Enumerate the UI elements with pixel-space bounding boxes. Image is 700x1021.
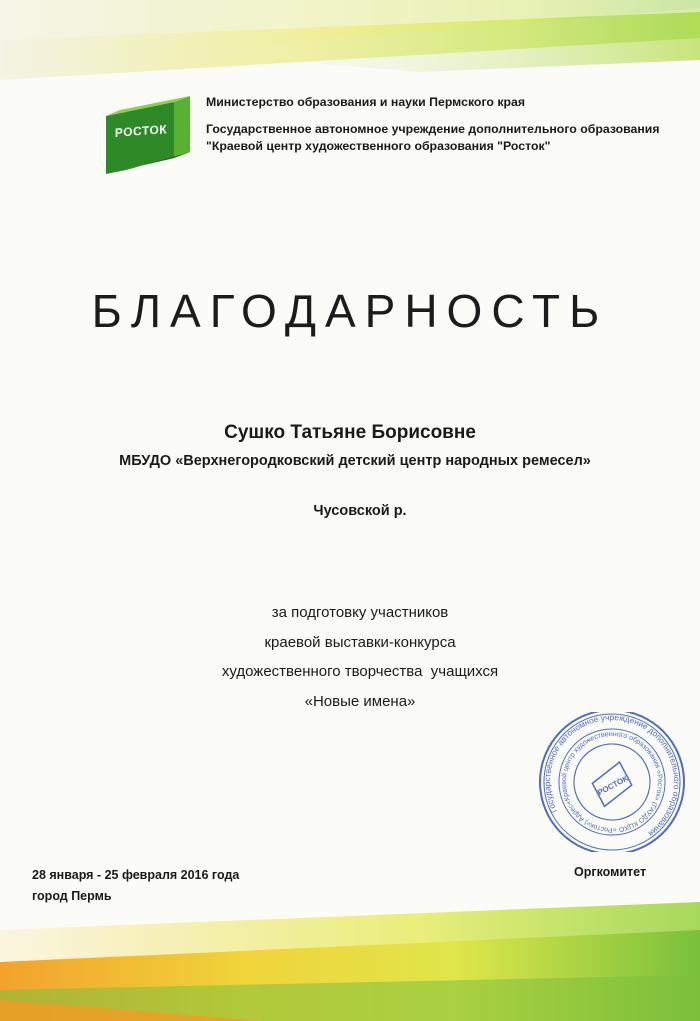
document-title: БЛАГОДАРНОСТЬ	[91, 285, 609, 337]
event-city: город Пермь	[32, 889, 112, 903]
stamp-outer-text: Государственное автономное учреждение дополнительного образования	[541, 712, 683, 840]
reason-line: «Новые имена»	[304, 692, 416, 710]
recipient-name: Сушко Татьяне Борисовне	[224, 422, 476, 443]
footer-left	[32, 865, 239, 907]
recipient-district: Чусовской р.	[313, 503, 407, 519]
reason-line: за подготовку участников	[271, 604, 449, 621]
stamp-inner-text: «Краевой центр художественного образования «Росток» (ГАУДО КЦХО «Росток») Адрес:	[560, 730, 664, 834]
reason-line: художественного творчества учащихся	[221, 663, 499, 680]
award-reason	[0, 598, 700, 716]
institution-name: Государственное автономное учреждение дополнительного образования "Краевой центр художественного образования "Росток"	[206, 122, 660, 153]
logo-text: РОСТОК	[114, 122, 168, 140]
organizing-committee: Оргкомитет	[574, 865, 647, 879]
rostok-logo	[96, 94, 196, 180]
official-stamp	[532, 712, 692, 852]
organization-header	[206, 94, 686, 155]
event-dates: 28 января - 25 февраля 2016 года	[32, 868, 240, 882]
ministry-name: Министерство образования и науки Пермского края	[206, 95, 526, 109]
recipient-institution: МБУДО «Верхнегородковский детский центр народных ремесел»	[119, 453, 591, 469]
stamp-logo-text: РОСТОК	[596, 773, 630, 798]
reason-line: краевой выставки-конкурса	[264, 633, 456, 651]
